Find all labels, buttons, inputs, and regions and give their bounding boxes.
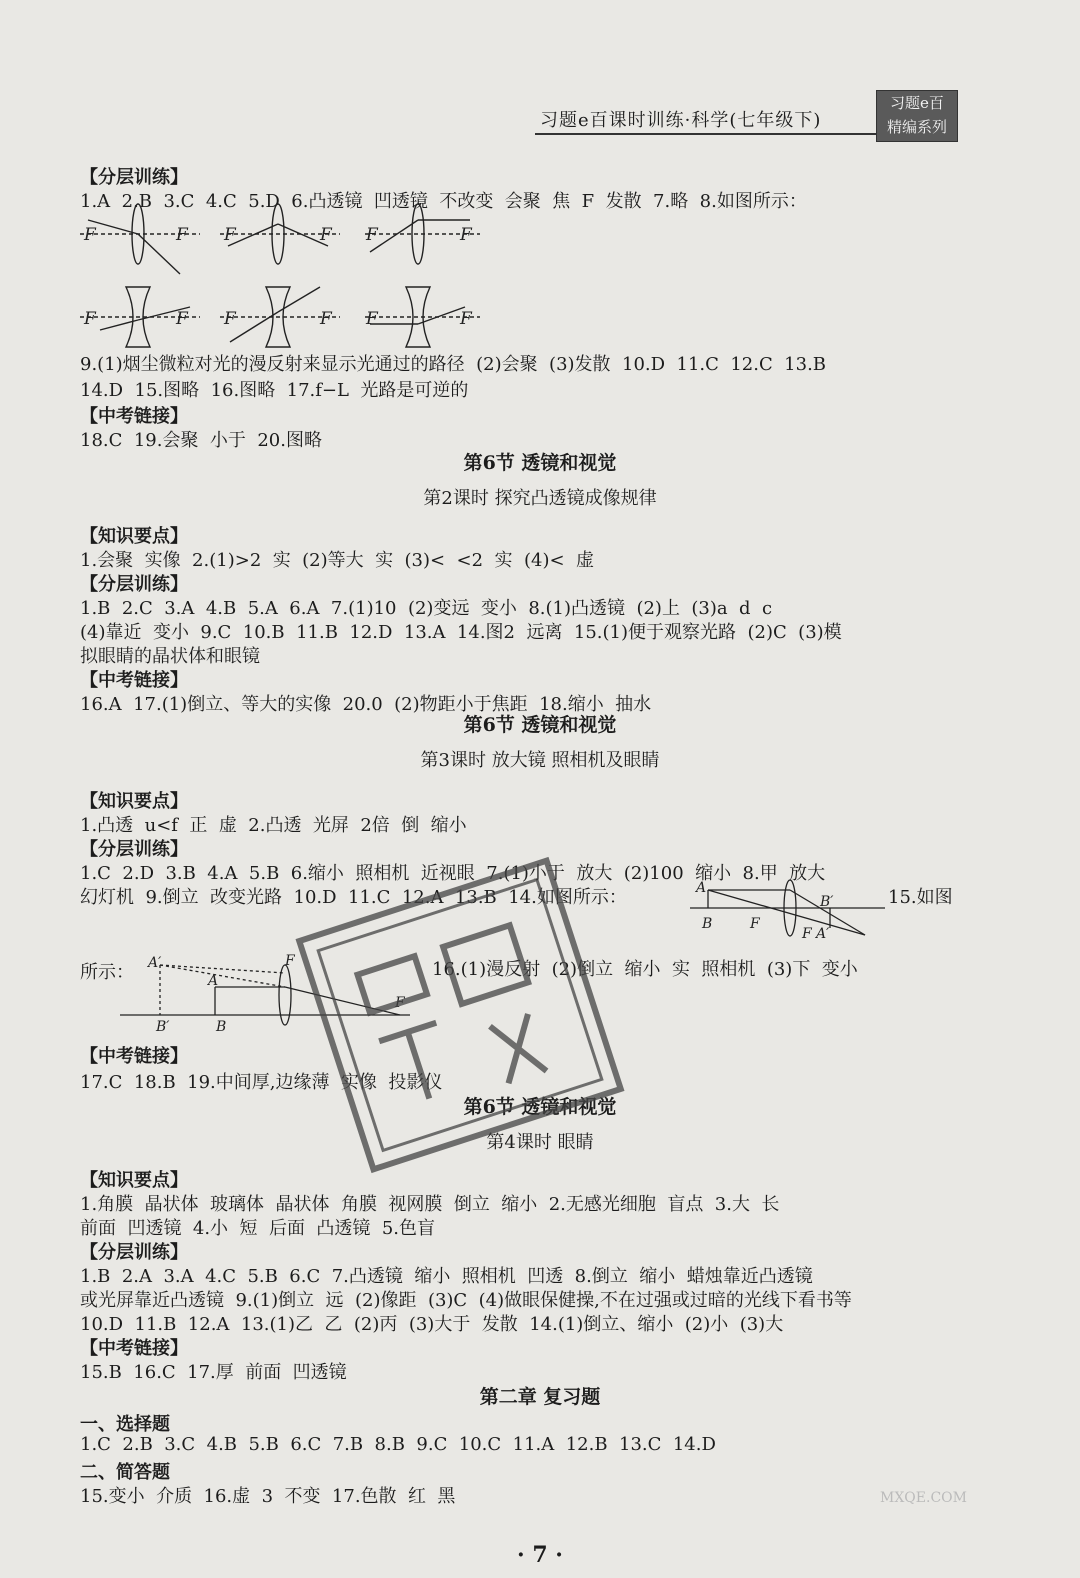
site-watermark: MXQE.COM xyxy=(880,1490,967,1506)
answer-line: 1.C 2.B 3.C 4.B 5.B 6.C 7.B 8.B 9.C 10.C 11.A 12.B 13.C 14.D xyxy=(80,1434,716,1455)
section-label: 【分层训练】 xyxy=(80,1242,188,1263)
answer-line: 1.角膜 晶状体 玻璃体 晶状体 角膜 视网膜 倒立 缩小 2.无感光细胞 盲点 3.大 长 xyxy=(80,1194,780,1215)
point-label: B xyxy=(216,1019,227,1035)
section-label: 【知识要点】 xyxy=(80,1170,188,1191)
section-title: 第6节 透镜和视觉 xyxy=(463,1096,617,1118)
point-label: A xyxy=(696,880,707,896)
section-label: 【知识要点】 xyxy=(80,526,188,547)
point-label: B′ xyxy=(820,894,834,910)
focus-label: F xyxy=(176,309,188,329)
chapter-title: 第二章 复习题 xyxy=(479,1386,601,1408)
answer-line: 15.如图 xyxy=(888,887,953,908)
focus-label: F xyxy=(366,309,378,329)
section-label: 【中考链接】 xyxy=(80,670,188,691)
header-title: 习题e百课时训练·科学(七年级下) xyxy=(540,110,822,131)
focus-label: F xyxy=(224,309,236,329)
section-label: 【分层训练】 xyxy=(80,839,188,860)
section-label: 【分层训练】 xyxy=(80,574,188,595)
focus-label: F xyxy=(320,225,332,245)
answer-line: 1.凸透 u<f 正 虚 2.凸透 光屏 2倍 倒 缩小 xyxy=(80,815,467,836)
badge-line-1: 习题e百 xyxy=(890,94,944,112)
answer-line: 所示： xyxy=(80,962,134,983)
seal-stamp xyxy=(295,865,625,1165)
answer-line: 15.变小 介质 16.虚 3 不变 17.色散 红 黑 xyxy=(80,1486,456,1507)
answer-line: 1.B 2.A 3.A 4.C 5.B 6.C 7.凸透镜 缩小 照相机 凹透 8.倒立 缩小 蜡烛靠近凸透镜 xyxy=(80,1266,813,1287)
point-label: B xyxy=(702,916,713,932)
focus-label: F xyxy=(460,309,472,329)
focus-label: F xyxy=(320,309,332,329)
point-label: A xyxy=(208,973,219,989)
answer-line: 18.C 19.会聚 小于 20.图略 xyxy=(80,430,322,451)
focus-label: F xyxy=(224,225,236,245)
lens-diagrams xyxy=(80,212,500,352)
section-label: 二、简答题 xyxy=(80,1462,170,1483)
series-badge xyxy=(876,90,958,142)
answer-line: 1.会聚 实像 2.(1)>2 实 (2)等大 实 (3)< <2 实 (4)< 虚 xyxy=(80,550,595,571)
answer-line: 前面 凹透镜 4.小 短 后面 凸透镜 5.色盲 xyxy=(80,1218,436,1239)
answer-line: 1.A 2.B 3.C 4.C 5.D 6.凸透镜 凹透镜 不改变 会聚 焦 F 发散 7.略 8.如图所示： xyxy=(80,191,807,212)
section-label: 【分层训练】 xyxy=(80,167,188,188)
answer-line: 14.D 15.图略 16.图略 17.f−L 光路是可逆的 xyxy=(80,380,469,401)
magnifier-ray-diagram xyxy=(690,880,890,940)
answer-line: 16.A 17.(1)倒立、等大的实像 20.0 (2)物距小于焦距 18.缩小 抽水 xyxy=(80,694,652,715)
focus-label: F xyxy=(84,225,96,245)
lesson-title: 第4课时 眼睛 xyxy=(486,1132,594,1153)
answer-line: 拟眼睛的晶状体和眼镜 xyxy=(80,646,260,667)
section-label: 【中考链接】 xyxy=(80,1046,188,1067)
answer-line: (4)靠近 变小 9.C 10.B 11.B 12.D 13.A 14.图2 远离 15.(1)便于观察光路 (2)C (3)模 xyxy=(80,622,842,643)
focus-label: F xyxy=(802,926,812,942)
lesson-title: 第2课时 探究凸透镜成像规律 xyxy=(423,488,657,509)
section-title: 第6节 透镜和视觉 xyxy=(463,452,617,474)
badge-line-2: 精编系列 xyxy=(886,118,947,136)
focus-label: F xyxy=(285,953,295,969)
section-title: 第6节 透镜和视觉 xyxy=(463,714,617,736)
section-label: 【中考链接】 xyxy=(80,406,188,427)
answer-line: 10.D 11.B 12.A 13.(1)乙 乙 (2)丙 (3)大于 发散 14.(1)倒立、缩小 (2)小 (3)大 xyxy=(80,1314,784,1335)
page-number: · 7 · xyxy=(517,1542,563,1568)
answer-line: 幻灯机 9.倒立 改变光路 10.D 11.C 12.A 13.B 14.如图所示： xyxy=(80,887,627,908)
section-label: 【中考链接】 xyxy=(80,1338,188,1359)
section-label: 【知识要点】 xyxy=(80,791,188,812)
lesson-title: 第3课时 放大镜 照相机及眼睛 xyxy=(420,750,660,771)
answer-line: 17.C 18.B 19.中间厚,边缘薄 实像 投影仪 xyxy=(80,1072,443,1093)
focus-label: F xyxy=(395,995,405,1011)
point-label: B′ xyxy=(156,1019,170,1035)
focus-label: F xyxy=(750,916,760,932)
focus-label: F xyxy=(460,225,472,245)
answer-line: 1.C 2.D 3.B 4.A 5.B 6.缩小 照相机 近视眼 7.(1)小于 放大 (2)100 缩小 8.甲 放大 xyxy=(80,863,826,884)
point-label: A′ xyxy=(816,926,830,942)
focus-label: F xyxy=(366,225,378,245)
focus-label: F xyxy=(176,225,188,245)
answer-line: 15.B 16.C 17.厚 前面 凹透镜 xyxy=(80,1362,347,1383)
focus-label: F xyxy=(84,309,96,329)
answer-line: 或光屏靠近凸透镜 9.(1)倒立 远 (2)像距 (3)C (4)做眼保健操,不在过强或过暗的光线下看书等 xyxy=(80,1290,852,1311)
answer-line: 1.B 2.C 3.A 4.B 5.A 6.A 7.(1)10 (2)变远 变小 8.(1)凸透镜 (2)上 (3)a d c xyxy=(80,598,773,619)
answer-line: 16.(1)漫反射 (2)倒立 缩小 实 照相机 (3)下 变小 xyxy=(432,959,858,980)
point-label: A′ xyxy=(148,955,162,971)
section-label: 一、选择题 xyxy=(80,1414,170,1435)
answer-line: 9.(1)烟尘微粒对光的漫反射来显示光通过的路径 (2)会聚 (3)发散 10.D 11.C 12.C 13.B xyxy=(80,354,827,375)
